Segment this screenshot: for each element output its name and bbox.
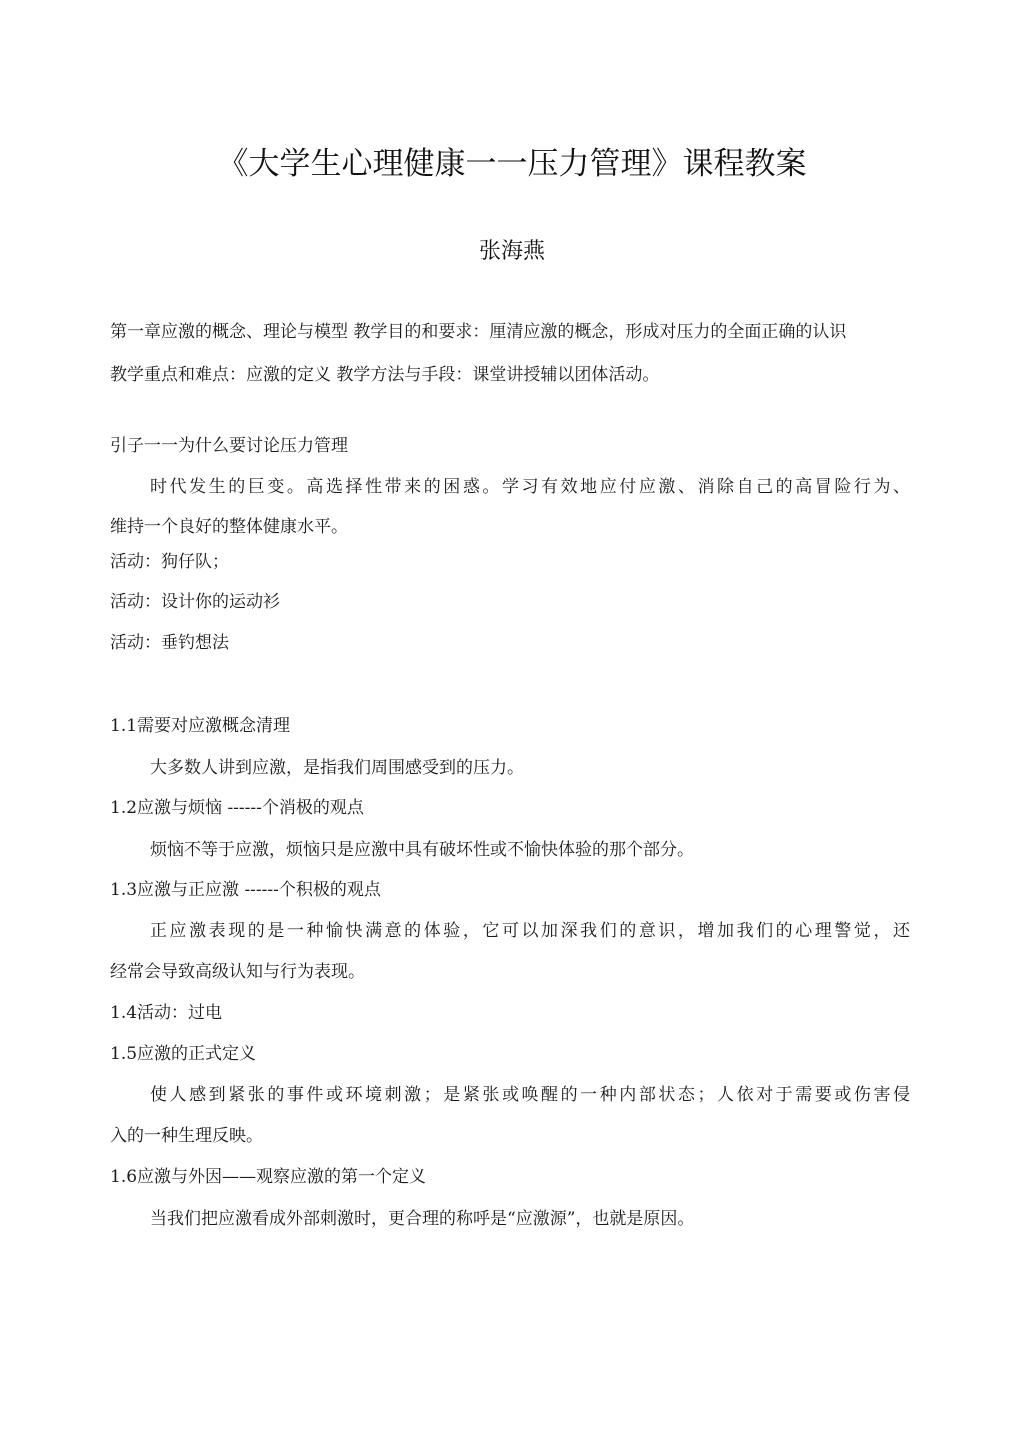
paragraph-line: 使人感到紧张的事件或环境刺激；是紧张或唤醒的一种内部状态；人依对于需要或伤害侵 [150,1085,910,1105]
paragraph-line: 正应激表现的是一种愉快满意的体验，它可以加深我们的意识，增加我们的心理警觉，还 [150,921,910,941]
paragraph-line: 当我们把应激看成外部刺激时，更合理的称呼是“应激源”，也就是原因。 [150,1209,695,1229]
intro-line-1: 第一章应激的概念、理论与模型 教学目的和要求：厘清应激的概念，形成对压力的全面正确的认识 [110,322,847,342]
paragraph-line: 维持一个良好的整体健康水平。 [110,517,348,537]
paragraph-line: 烦恼不等于应激，烦恼只是应激中具有破坏性或不愉快体验的那个部分。 [150,840,694,860]
section-heading-intro: 引子一一为什么要讨论压力管理 [110,436,348,456]
paragraph-line: 时代发生的巨变。高选择性带来的困惑。学习有效地应付应激、消除自己的高冒险行为、 [150,477,910,497]
section-heading-1-2: 1.2应激与烦恼 ------个消极的观点 [110,798,364,818]
paragraph-line: 入的一种生理反映。 [110,1126,263,1146]
section-heading-1-1: 1.1需要对应激概念清理 [110,716,291,736]
paragraph-line: 大多数人讲到应激，是指我们周围感受到的压力。 [150,758,524,778]
activity-item: 活动：设计你的运动衫 [110,592,280,612]
author-name: 张海燕 [478,239,545,264]
section-heading-1-3: 1.3应激与正应激 ------个积极的观点 [110,880,381,900]
paragraph-line: 经常会导致高级认知与行为表现。 [110,962,365,982]
section-heading-1-6: 1.6应激与外因——观察应激的第一个定义 [110,1167,427,1187]
activity-item: 活动：垂钓想法 [110,633,229,653]
intro-line-2: 教学重点和难点：应激的定义 教学方法与手段：课堂讲授辅以团体活动。 [110,365,660,385]
page-title: 《大学生心理健康一一压力管理》课程教案 [217,146,807,182]
activity-item: 活动：狗仔队； [110,552,229,572]
section-heading-1-4: 1.4活动：过电 [110,1003,223,1023]
section-heading-1-5: 1.5应激的正式定义 [110,1044,257,1064]
